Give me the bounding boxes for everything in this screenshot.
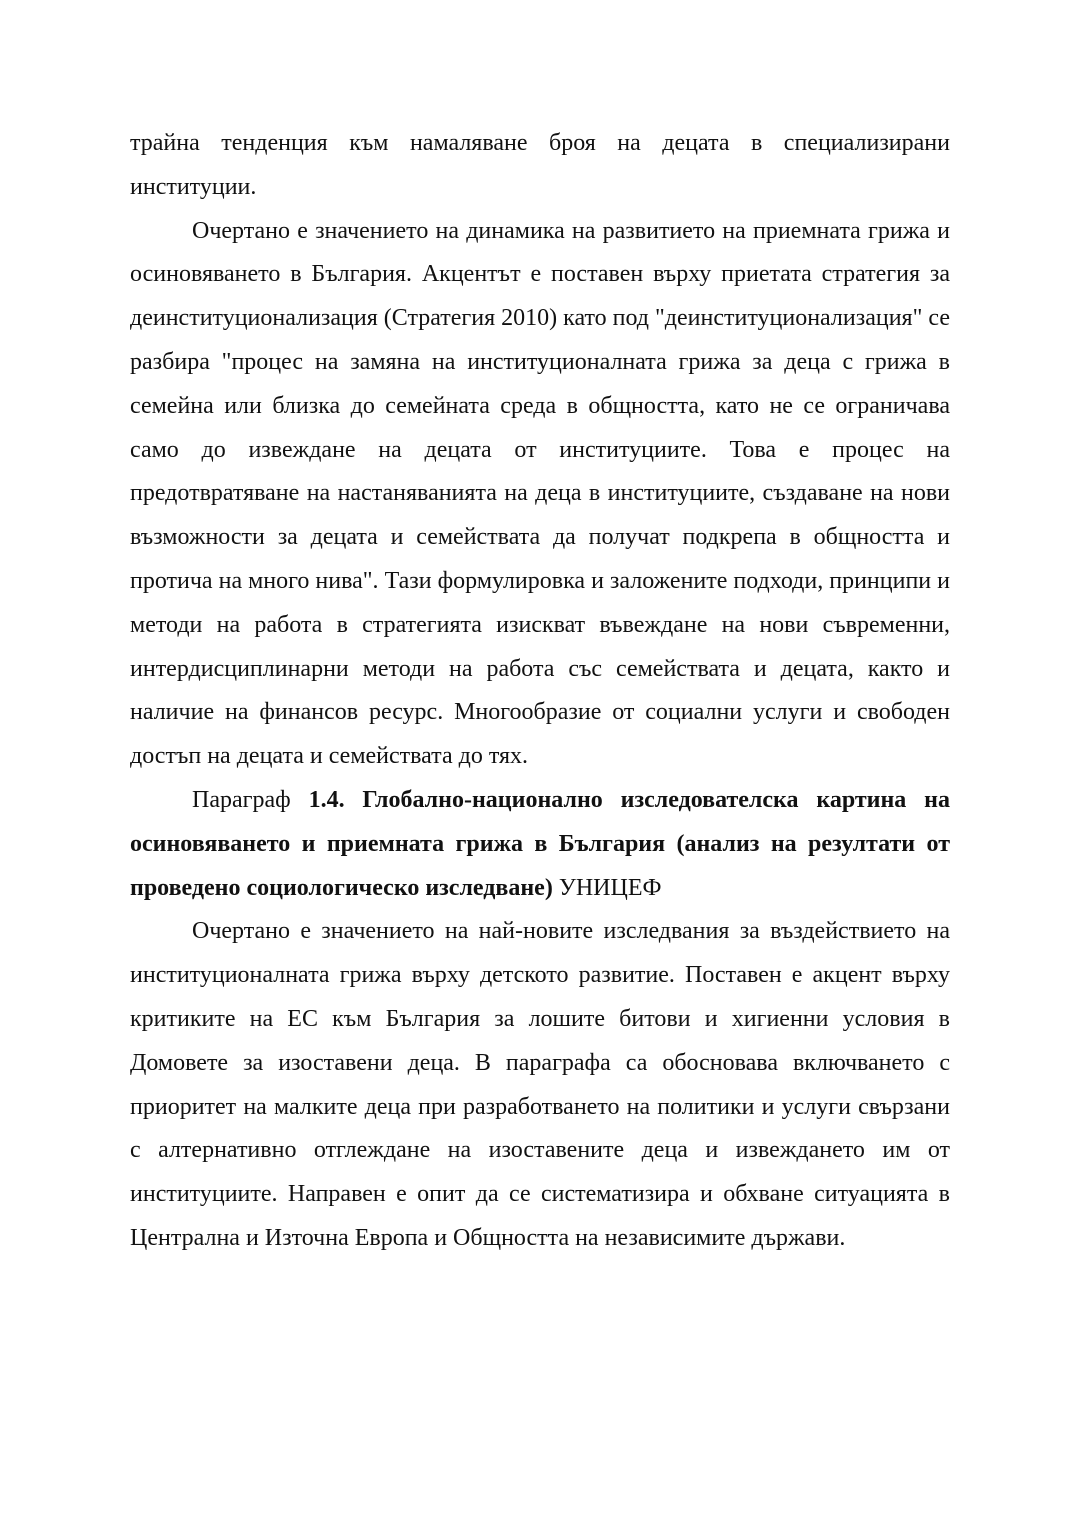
document-page [130,122,950,1261]
paragraph-section-heading [130,779,950,910]
section-title: 1.4. Глобално-национално изследователска картина на осиновяването и приемната грижа в България (анализ на резултати от проведено социологическо изследване) [130,786,950,901]
section-suffix: УНИЦЕФ [552,874,662,901]
paragraph-deinstitutionalization: Очертано е значението на динамика на развитието на приемната грижа и осиновяването в България. Акцентът е поставен върху приетата стратегия за деинституционализация (Стратегия 2010) като под "деинституционализация" се разбира "процес на замяна на институционалната грижа за деца с грижа в семейна или близка до семейната среда в общността, като не се ограничава само до извеждане на децата от институциите. Това е процес на предотвратяване на настаняванията на деца в институциите, създаване на нови възможности за децата и семействата да получат подкрепа в общността и протича на много нива". Тази формулировка и заложените подходи, принципи и методи на работа в стратегията изискват въвеждане на нови съвременни, интердисциплинарни методи на работа със семействата и децата, както и наличие на финансов ресурс. Многообразие от социални услуги и свободен достъп на децата и семействата до тях. [130,217,950,770]
paragraph-research-impact: Очертано е значението на най-новите изследвания за въздействието на институционалната грижа върху детското развитие. Поставен е акцент върху критиките на ЕС към България за лошите битови и хигиенни условия в Домовете за изоставени деца. В параграфа са обосновава включването с приоритет на малките деца при разработването на политики и услуги свързани с алтернативно отглеждане на изоставените деца и извеждането им от институциите. Направен е опит да се систематизира и обхване ситуацията в Централна и Източна Европа и Общността на независимите държави. [130,918,950,1251]
paragraph-continuation: трайна тенденция към намаляване броя на децата в специализирани институции. [130,130,950,200]
section-prefix: Параграф [192,786,309,813]
